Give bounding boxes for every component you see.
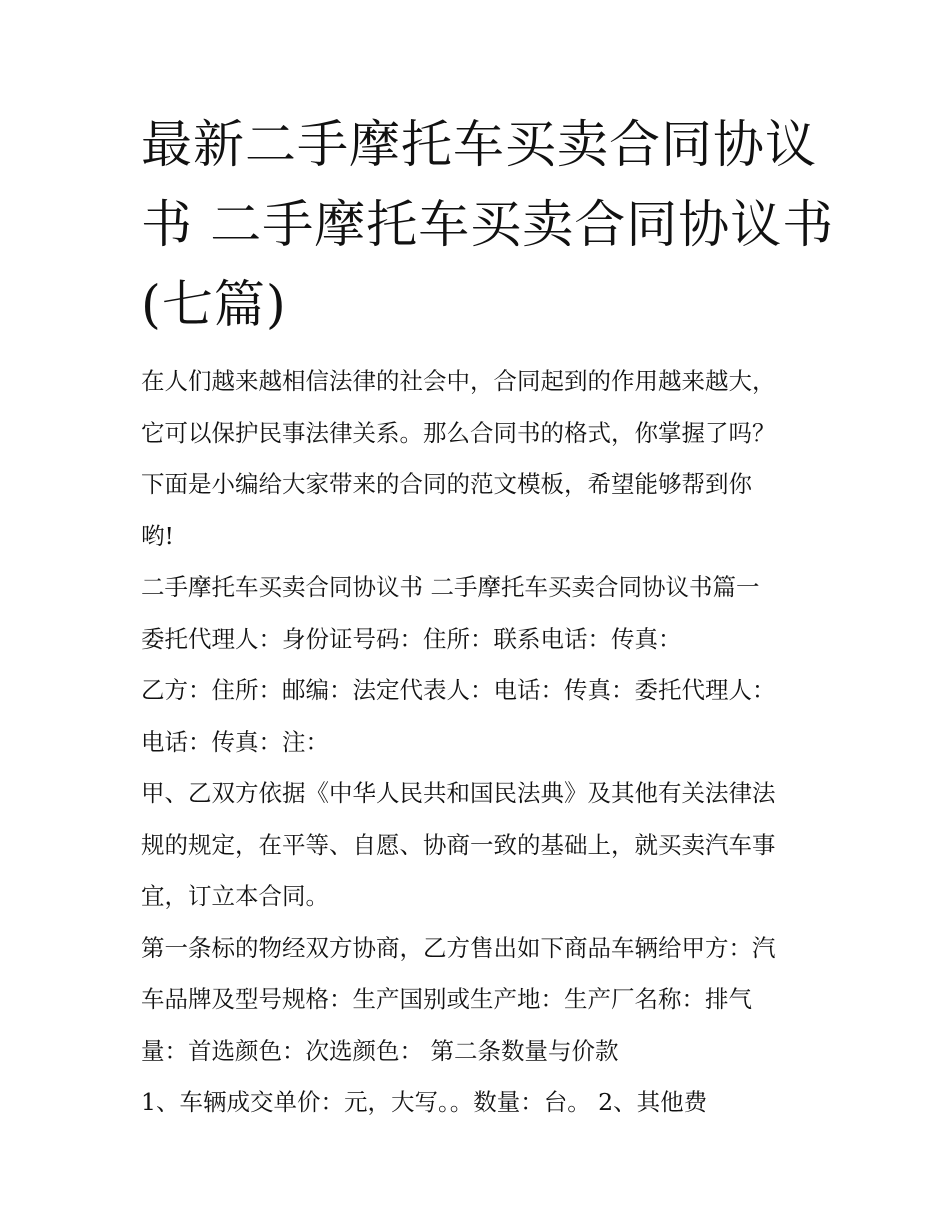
article-one-paragraph [141, 923, 821, 1078]
text-line: 二手摩托车买卖合同协议书 二手摩托车买卖合同协议书篇一 [141, 573, 760, 601]
title-line: 书 二手摩托车买卖合同协议书 [141, 196, 835, 255]
text-line: 在人们越来越相信法律的社会中，合同起到的作用越来越大， [141, 367, 776, 395]
document-page [141, 106, 835, 1129]
text-line: 哟! [141, 521, 174, 550]
text-line: 委托代理人：身份证号码：住所：联系电话：传真： [141, 624, 682, 653]
intro-paragraph [141, 356, 821, 562]
agent-info-paragraph [141, 614, 821, 666]
party-b-info-paragraph [141, 665, 821, 768]
document-title [141, 106, 835, 346]
text-line: 量：首选颜色：次选颜色： 第二条数量与价款 [141, 1036, 619, 1065]
text-line: 它可以保护民事法律关系。那么合同书的格式，你掌握了吗？ [141, 418, 776, 447]
text-line: 车品牌及型号规格：生产国别或生产地：生产厂名称：排气 [141, 985, 752, 1013]
title-line: (七篇) [141, 276, 287, 335]
text-line: 电话：传真：注： [141, 727, 329, 756]
text-line: 1、车辆成交单价：元，大写。。数量：台。 2、其他费 [141, 1088, 708, 1116]
section-heading [141, 562, 821, 614]
document-body [141, 356, 821, 1129]
text-line: 第一条标的物经双方协商，乙方售出如下商品车辆给甲方：汽 [141, 933, 776, 962]
legal-basis-paragraph [141, 768, 821, 923]
text-line: 乙方：住所：邮编：法定代表人：电话：传真：委托代理人： [141, 676, 776, 704]
text-line: 宜，订立本合同。 [141, 882, 329, 910]
text-line: 规的规定，在平等、自愿、协商一致的基础上，就买卖汽车事 [141, 830, 776, 859]
text-line: 甲、乙双方依据《中华人民共和国民法典》及其他有关法律法 [141, 779, 776, 807]
text-line: 下面是小编给大家带来的合同的范文模板，希望能够帮到你 [141, 470, 752, 498]
price-paragraph [141, 1077, 821, 1129]
title-line: 最新二手摩托车买卖合同协议 [141, 116, 818, 175]
